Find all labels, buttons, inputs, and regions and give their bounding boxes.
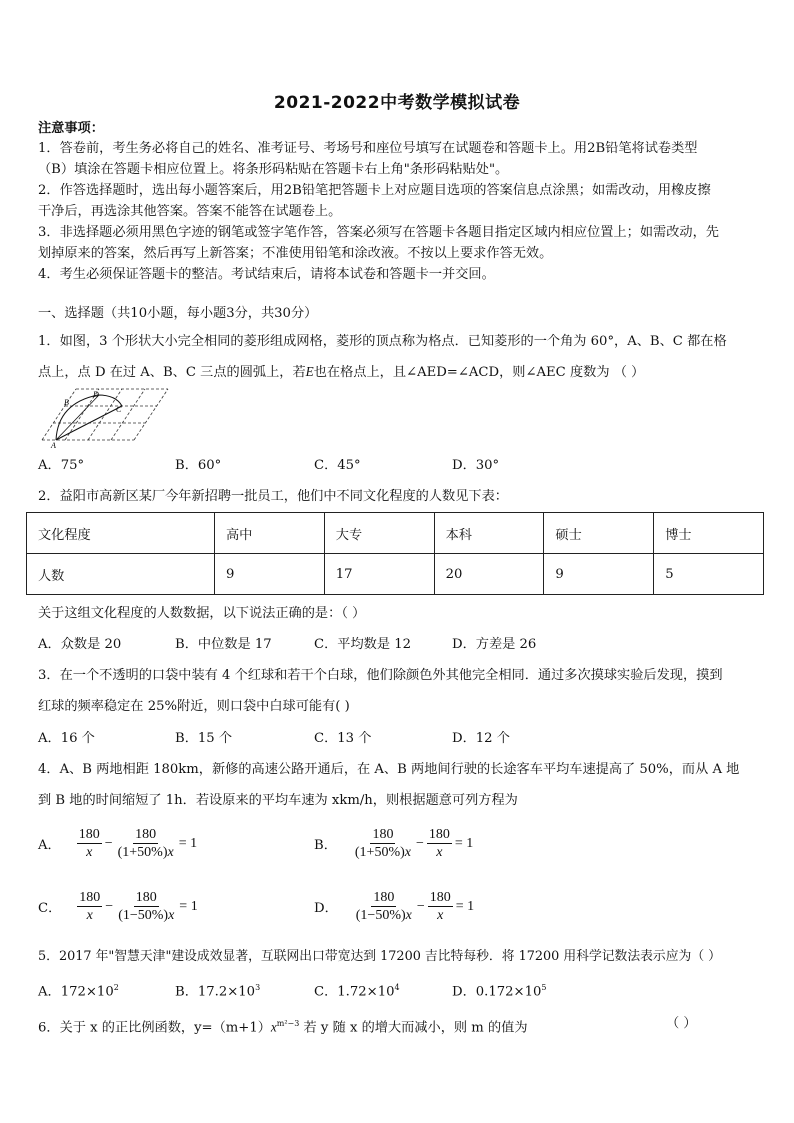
q2-stem: 2．益阳市高新区某厂今年新招聘一批员工，他们中不同文化程度的人数见下表： <box>38 489 508 504</box>
fraction: $\frac{180}{x}$ <box>78 827 100 860</box>
label-d: D <box>93 390 99 399</box>
q1-option-a[interactable]: A．75° <box>38 458 85 473</box>
q1-option-b[interactable]: B．60° <box>175 458 222 473</box>
table-cell: 人数 <box>27 554 215 595</box>
q5-option-b[interactable]: B．$17.2\times 10^3$ <box>175 983 261 1000</box>
education-table <box>26 512 764 595</box>
label-a: A <box>51 441 56 449</box>
table-cell: 9 <box>215 554 325 595</box>
q2-option-b[interactable]: B．中位数是 17 <box>175 637 272 652</box>
notes-line: 4．考生必须保证答题卡的整洁。考试结束后，请将本试卷和答题卡一并交回。 <box>38 267 495 282</box>
table-header-cell: 大专 <box>324 513 434 554</box>
notes-line: 3．非选择题必须用黑色字迹的钢笔或签字笔作答，答案必须写在答题卡各题目指定区域内相应位置上；如需改动，先 <box>38 225 719 240</box>
q4-option-b[interactable]: B． $\frac{180}{(1+50\%)x}$ − $\frac{180}{x}$ = 1 <box>314 827 474 860</box>
label-b: B <box>64 398 69 407</box>
q2-option-a[interactable]: A．众数是 20 <box>38 637 122 652</box>
fraction: $\frac{180}{x}$ <box>429 890 451 923</box>
q1-stem-line2: 点上，点 D 在过 A、B、C 三点的圆弧上，若E也在格点上，且∠AED=∠ACD，则∠AEC 度数为 （ ） <box>38 364 645 380</box>
fraction: $\frac{180}{(1-50\%)x}$ <box>355 890 412 923</box>
fraction: $\frac{180}{(1+50\%)x}$ <box>117 827 174 860</box>
q3-option-c[interactable]: C．13 个 <box>314 731 372 746</box>
q4-option-d[interactable]: D． $\frac{180}{(1-50\%)x}$ − $\frac{180}{x}$ = 1 <box>314 890 475 923</box>
fraction: $\frac{180}{x}$ <box>428 827 450 860</box>
table-header-cell: 博士 <box>654 513 764 554</box>
q2-option-c[interactable]: C．平均数是 12 <box>314 637 411 652</box>
q5-option-d[interactable]: D．$0.172\times 10^5$ <box>452 983 547 1000</box>
fraction: $\frac{180}{(1-50\%)x}$ <box>118 890 175 923</box>
label-c: C <box>116 405 122 414</box>
q4-option-c[interactable]: C． $\frac{180}{x}$ − $\frac{180}{(1-50\%)x}$ = 1 <box>38 890 198 923</box>
q5-option-a[interactable]: A．$172\times 10^2$ <box>38 983 119 1000</box>
q1-stem-line1: 1．如图，3 个形状大小完全相同的菱形组成网格，菱形的顶点称为格点．已知菱形的一个角为 60°，A、B、C 都在格 <box>38 334 727 349</box>
q5-stem: 5．2017 年"智慧天津"建设成效显著，互联网出口带宽达到 17200 吉比特每秒．将 17200 用科学记数法表示应为（ ） <box>38 949 721 964</box>
q1-option-c[interactable]: C．45° <box>314 458 361 473</box>
q3-stem-line2: 红球的频率稳定在 25%附近，则口袋中白球可能有( ) <box>38 699 350 714</box>
table-cell: 5 <box>654 554 764 595</box>
table-header-cell: 高中 <box>215 513 325 554</box>
notes-line: （B）填涂在答题卡相应位置上。将条形码粘贴在答题卡右上角"条形码粘贴处"。 <box>38 162 509 177</box>
q3-option-b[interactable]: B．15 个 <box>175 731 233 746</box>
notes-line: 1．答卷前，考生务必将自己的姓名、准考证号、考场号和座位号填写在试题卷和答题卡上。用2B铅笔将试卷类型 <box>38 141 698 156</box>
table-header-cell: 硕士 <box>544 513 654 554</box>
notes-line: 划掉原来的答案，然后再写上新答案；不准使用铅笔和涂改液。不按以上要求作答无效。 <box>38 246 553 261</box>
q2-question: 关于这组文化程度的人数数据，以下说法正确的是：（ ） <box>38 606 366 621</box>
table-cell: 20 <box>434 554 544 595</box>
notes-heading: 注意事项： <box>38 121 104 136</box>
point-e: E <box>305 364 314 379</box>
q2-option-d[interactable]: D．方差是 26 <box>452 637 537 652</box>
q1-rhombus-figure <box>36 385 171 449</box>
fraction: $\frac{180}{x}$ <box>79 890 101 923</box>
page-title: 2021-2022中考数学模拟试卷 <box>273 93 521 113</box>
q5-option-c[interactable]: C．$1.72\times 10^4$ <box>314 983 400 1000</box>
table-row <box>27 554 764 595</box>
q6-answer-paren: （ ） <box>666 1016 697 1031</box>
table-cell: 17 <box>324 554 434 595</box>
fraction: $\frac{180}{(1+50\%)x}$ <box>354 827 411 860</box>
q3-option-a[interactable]: A．16 个 <box>38 731 95 746</box>
notes-line: 2．作答选择题时，选出每小题答案后，用2B铅笔把答题卡上对应题目选项的答案信息点涂黑；如需改动，用橡皮擦 <box>38 183 711 198</box>
q4-option-a[interactable]: A． $\frac{180}{x}$ − $\frac{180}{(1+50\%)x}$ = 1 <box>38 827 198 860</box>
table-row <box>27 513 764 554</box>
table-header-cell: 文化程度 <box>27 513 215 554</box>
q3-option-d[interactable]: D．12 个 <box>452 731 510 746</box>
notes-line: 干净后，再选涂其他答案。答案不能答在试题卷上。 <box>38 204 342 219</box>
table-cell: 9 <box>544 554 654 595</box>
q1-option-d[interactable]: D．30° <box>452 458 500 473</box>
q4-stem-line1: 4．A、B 两地相距 180km，新修的高速公路开通后，在 A、B 两地间行驶的长途客车平均车速提高了 50%，而从 A 地 <box>38 762 740 777</box>
q3-stem-line1: 3．在一个不透明的口袋中装有 4 个红球和若干个白球，他们除颜色外其他完全相同．通过多次摸球实验后发现，摸到 <box>38 668 723 683</box>
q4-stem-line2: 到 B 地的时间缩短了 1h．若设原来的平均车速为 xkm/h，则根据题意可列方程为 <box>38 793 518 808</box>
table-header-cell: 本科 <box>434 513 544 554</box>
q6-stem: 6．关于 x 的正比例函数，$y=(m+1)x^{m^2-3}$ 若 y 随 x 的增大而减小，则 m 的值为 <box>38 1019 528 1036</box>
section-heading: 一、选择题（共10小题，每小题3分，共30分） <box>38 306 318 321</box>
